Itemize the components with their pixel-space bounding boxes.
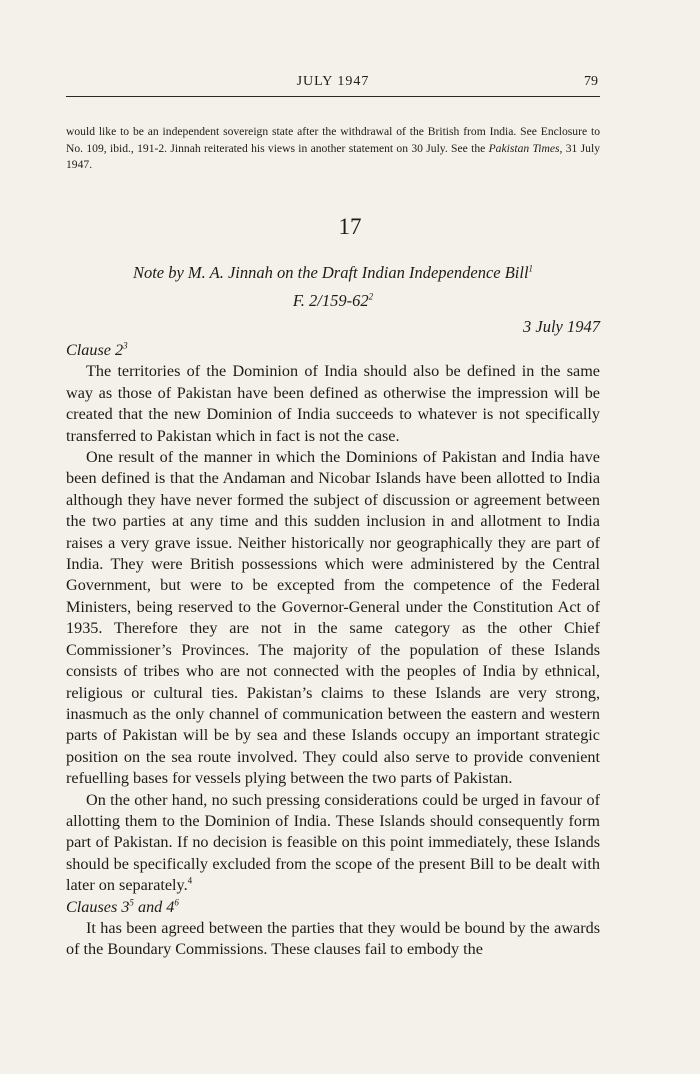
paragraph-text: On the other hand, no such pressing considerations could be urged in favour of allotting them to the Dominion of India. These Islands should consequently form part of Pakistan. If no decision is feasible on this point immediately, these Islands should be specifically excluded from the scope of the present Bill to be dealt with later on separately.: [66, 790, 600, 895]
continued-footnote: [66, 124, 600, 174]
clause-heading-text: Clauses 3: [66, 897, 130, 916]
clause-heading: [66, 340, 600, 361]
paragraph: One result of the manner in which the Dominions of Pakistan and India have been defined is that the Andaman and Nicobar Islands have been allotted to India although they have never formed the subject of discussion or agreement between the two parties at any time and this sudden inclusion in and allotment to India raises a very grave issue. Neither historically nor geographically they are part of India. They were British possessions which were administered by the Central Government, but were to be excepted from the competence of the Federal Ministers, being reserved to the Governor-General under the Constitution Act of 1935. Therefore they are not in the same category as the other Chief Commissioner’s Provinces. The majority of the population of these Islands consists of tribes who are not connected with the peoples of India by ethnical, religious or cultural ties. Pakistan’s claims to these Islands are very strong, inasmuch as the only channel of communication between the eastern and western parts of Pakistan will be by sea and these Islands occupy an important strategic position on the sea route involved. They could also serve to provide convenient refuelling bases for vessels plying between the two parts of Pakistan.: [66, 448, 600, 788]
document-body: [66, 340, 600, 961]
running-head: JULY 1947: [296, 74, 370, 89]
footnote-text-before: would like to be an independent sovereign state after the withdrawal of the British from India. See Enclosure to No. 109, ibid., 191-2. Jinnah reiterated his views in another statement on 30 July. See the: [66, 125, 600, 155]
footnote-marker: 4: [187, 875, 193, 886]
footnote-marker: 5: [129, 897, 134, 908]
footnote-publication: Pakistan Times: [488, 141, 560, 155]
footnote-marker: 2: [368, 291, 374, 302]
clause-heading-text: and 4: [133, 897, 175, 916]
clause-heading-text: Clause 2: [66, 341, 124, 359]
document-title: [66, 263, 600, 283]
document-number: 17: [338, 214, 362, 239]
file-reference: [66, 291, 600, 311]
clause-heading: [66, 897, 600, 918]
footnote-marker: 6: [174, 897, 179, 908]
paragraph: It has been agreed between the parties that they would be bound by the awards of the Boundary Commissions. These clauses fail to embody the: [66, 918, 600, 959]
page-number: 79: [584, 74, 598, 89]
page-header: [66, 70, 600, 97]
paragraph: [66, 790, 600, 897]
document-date: 3 July 1947: [523, 317, 600, 336]
file-reference-text: F. 2/159-62: [292, 291, 369, 310]
paragraph: The territories of the Dominion of India should also be defined in the same way as those of Pakistan have been defined as otherwise the impression will be created that the new Dominion of India succeeds to whatever is not specifically transferred to Pakistan which in fact is not the case.: [66, 362, 600, 445]
footnote-marker: 1: [528, 263, 534, 274]
footnote-marker: 3: [123, 340, 128, 351]
document-title-text: Note by M. A. Jinnah on the Draft Indian Independence Bill: [132, 263, 529, 282]
footnote-text-after: , 31 July 1947.: [66, 141, 600, 171]
